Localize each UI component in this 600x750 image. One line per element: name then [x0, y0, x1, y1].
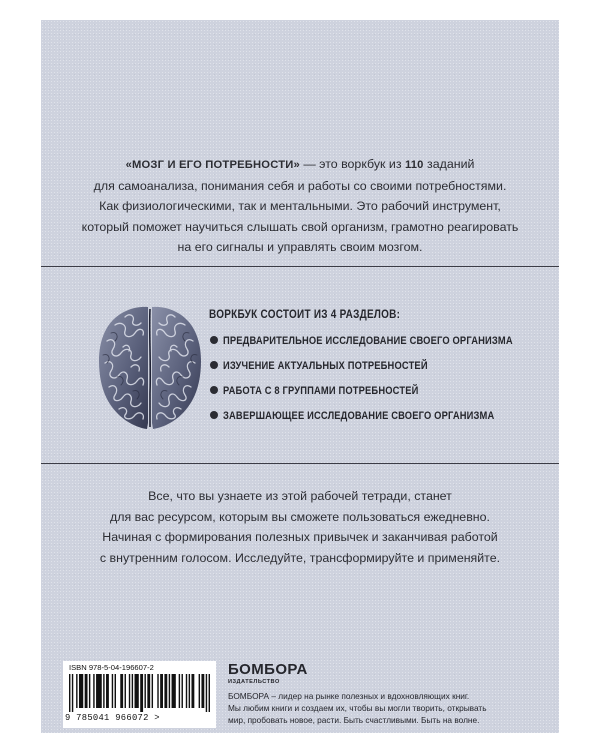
barcode-bar	[103, 674, 104, 708]
task-count: 110	[404, 159, 424, 171]
outro-line: для вас ресурсом, которым вы сможете пользоваться ежедневно.	[110, 509, 490, 524]
barcode-bar	[189, 674, 190, 708]
barcode-bar	[120, 674, 123, 708]
barcode-bar	[164, 674, 167, 708]
publisher-line: мир, пробовать новое, расти. Быть счастливыми. Быть на волне.	[228, 714, 480, 725]
barcode-bar	[106, 674, 109, 708]
barcode-bar	[135, 674, 139, 708]
bullet-icon	[210, 361, 218, 369]
list-item: ИЗУЧЕНИЕ АКТУАЛЬНЫХ ПОТРЕБНОСТЕЙ	[209, 355, 549, 375]
barcode-bar	[186, 674, 187, 708]
divider-bottom	[41, 463, 559, 464]
publisher-description	[228, 691, 548, 726]
barcode-bar	[93, 674, 94, 708]
intro-line-4: который поможет научиться слышать свой организм, грамотно реагировать	[81, 219, 519, 234]
book-back-cover	[41, 20, 559, 733]
barcode-bar	[144, 674, 145, 708]
book-title: «МОЗГ И ЕГО ПОТРЕБНОСТИ»	[125, 159, 300, 171]
barcode-bar	[89, 674, 90, 708]
barcode-bar	[69, 674, 70, 712]
barcode-bar	[157, 674, 158, 708]
list-item: ПРЕДВАРИТЕЛЬНОЕ ИССЛЕДОВАНИЕ СВОЕГО ОРГАНИЗМА	[209, 330, 549, 350]
barcode-bar	[112, 674, 113, 708]
intro-line-1: «МОЗГ И ЕГО ПОТРЕБНОСТИ» — это воркбук из 110 заданий	[125, 157, 475, 171]
divider-top	[41, 266, 559, 267]
bullet-icon	[210, 336, 218, 344]
barcode-bar	[79, 674, 83, 708]
sections-heading: ВОРКБУК СОСТОИТ ИЗ 4 РАЗДЕЛОВ:	[209, 308, 401, 321]
intro-paragraph	[41, 154, 559, 258]
sections-block	[209, 305, 549, 425]
barcode-icon	[69, 674, 210, 712]
isbn-label: ISBN 978-5-04-196607-2	[69, 663, 154, 672]
bullet-icon	[210, 386, 218, 394]
barcode-bar	[96, 674, 102, 708]
publisher-logo: БОМБОРА	[228, 661, 308, 678]
outro-line: Начиная с формирования полезных привычек и заканчивая работой	[102, 530, 498, 544]
barcode-bar	[172, 674, 176, 708]
outro-paragraph	[41, 486, 559, 568]
barcode-bar	[125, 674, 126, 708]
outro-line: с внутренним голосом. Исследуйте, трансформируйте и применяйте.	[99, 550, 501, 565]
barcode-bar	[140, 674, 143, 712]
barcode-bar	[209, 674, 210, 712]
brain-illustration-icon	[95, 303, 205, 433]
barcode-digits: 9 785041 966072 >	[65, 713, 160, 723]
bullet-icon	[210, 411, 218, 419]
barcode-bar	[160, 674, 163, 708]
list-item: РАБОТА С 8 ГРУППАМИ ПОТРЕБНОСТЕЙ	[209, 380, 549, 400]
publisher-line: Мы любим книги и создаем их, чтобы вы могли творить, открывать	[228, 702, 487, 713]
barcode-bar	[182, 674, 183, 708]
intro-line-5: на его сигналы и управлять своим мозгом.	[177, 240, 423, 254]
barcode-block	[63, 661, 216, 728]
barcode-bar	[169, 674, 170, 708]
barcode-bar	[76, 674, 77, 708]
barcode-bar	[147, 674, 150, 708]
barcode-bar	[179, 674, 180, 708]
outro-line: Все, что вы узнаете из этой рабочей тетради, станет	[148, 489, 452, 503]
barcode-bar	[72, 674, 73, 712]
publisher-line: БОМБОРА – лидер на рынке полезных и вдохновляющих книг.	[228, 691, 470, 701]
barcode-bar	[152, 674, 153, 708]
list-item: ЗАВЕРШАЮЩЕЕ ИССЛЕДОВАНИЕ СВОЕГО ОРГАНИЗМА	[209, 405, 549, 425]
barcode-bar	[129, 674, 130, 708]
barcode-bar	[191, 674, 194, 708]
barcode-bar	[85, 674, 88, 708]
intro-line-3: Как физиологическими, так и ментальными. Это рабочий инструмент,	[99, 199, 501, 213]
publisher-subtitle: ИЗДАТЕЛЬСТВО	[228, 679, 280, 685]
intro-line-2: для самоанализа, понимания себя и работы со своими потребностями.	[93, 178, 507, 193]
barcode-bar	[206, 674, 207, 712]
barcode-bar	[199, 674, 200, 708]
barcode-bar	[115, 674, 116, 708]
sections-list	[209, 330, 549, 425]
publisher-block	[228, 662, 548, 726]
barcode-bar	[132, 674, 133, 708]
barcode-bar	[201, 674, 204, 708]
